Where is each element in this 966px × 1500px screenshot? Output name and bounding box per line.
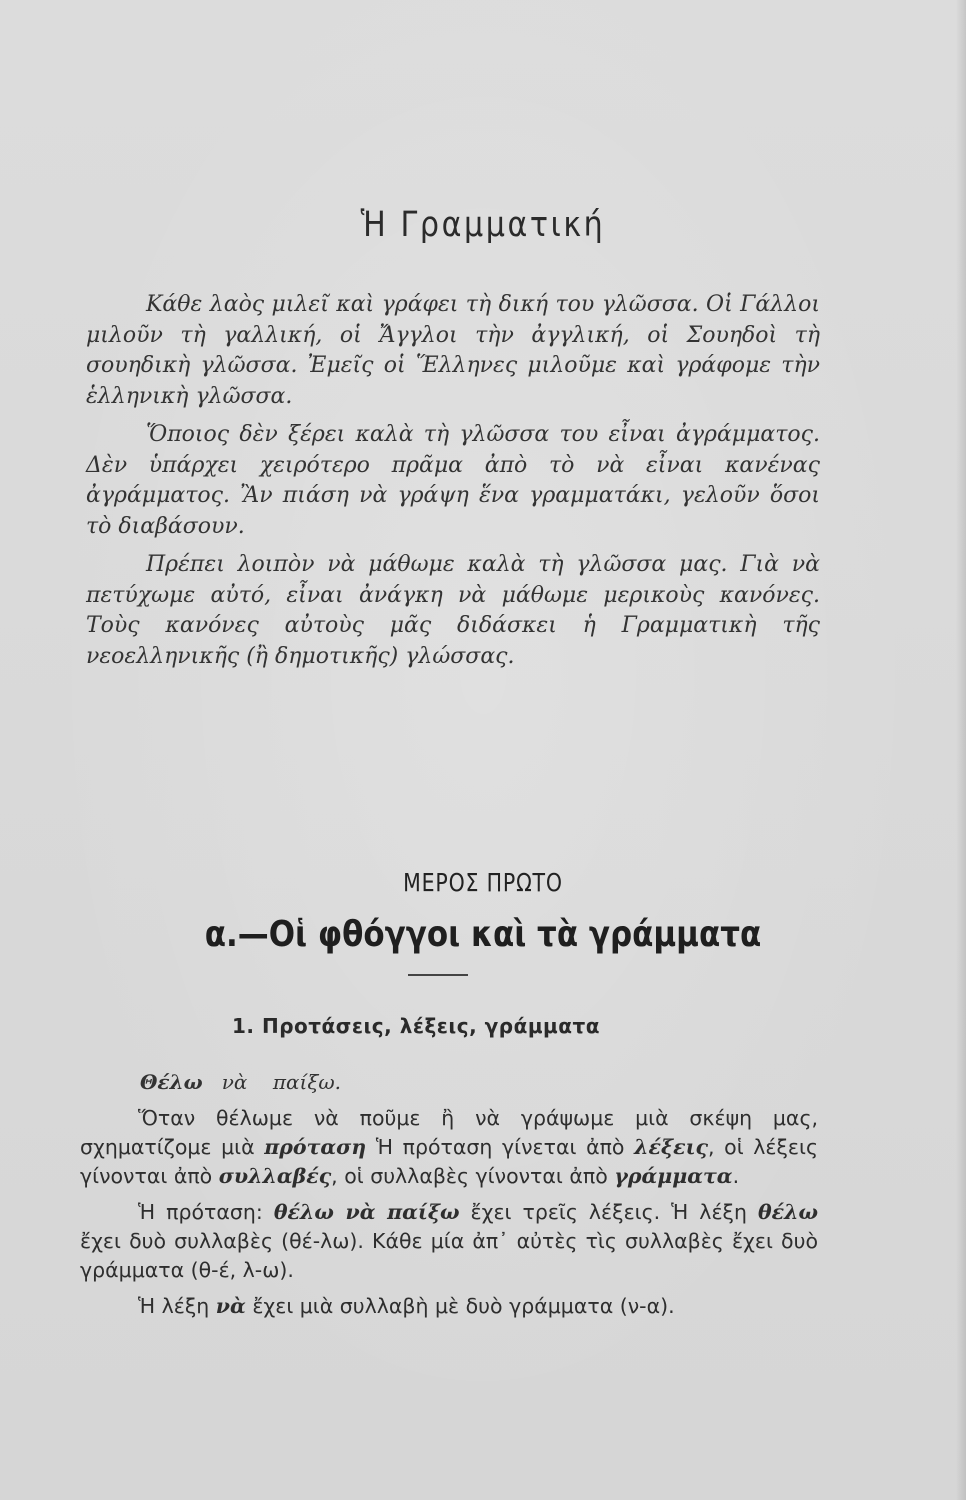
chapter-heading: α.—Οἱ φθόγγοι καὶ τὰ γράμματα (204, 914, 762, 955)
intro-text (86, 290, 820, 680)
term-lexeis: λέξεις (634, 1135, 708, 1159)
example-phrase: θέλω νὰ παίξω (273, 1200, 460, 1224)
text-run: Ἡ πρόταση: (138, 1200, 274, 1224)
chapter-divider (408, 974, 468, 976)
part-heading: ΜΕΡΟΣ ΠΡΩΤΟ (403, 868, 563, 897)
text-run: . (732, 1164, 740, 1188)
text-run: Ἡ πρόταση γίνεται ἀπὸ (366, 1135, 635, 1159)
intro-paragraph-1: Κάθε λαὸς μιλεῖ καὶ γράφει τὴ δική του γλῶσσα. Οἱ Γάλλοι μιλοῦν τὴ γαλλική, οἱ Ἄγγλοι τὴν ἀγγλική, οἱ Σουηδοὶ τὴ σουηδικὴ γλῶσσα. Ἐμεῖς οἱ Ἕλληνες μιλοῦμε καὶ γράφομε τὴν ἑλληνικὴ γλῶσσα. (86, 292, 820, 409)
text-run: Ὅταν θέλωμε νὰ ποῦμε ἢ νὰ γράψωμε μιὰ σκέψη μας, σχηματίζομε μιὰ (80, 1106, 818, 1159)
body-paragraph-1 (80, 1104, 818, 1191)
example-word-3: παίξω. (272, 1070, 342, 1094)
intro-paragraph-2: Ὅποιος δὲν ξέρει καλὰ τὴ γλῶσσα του εἶναι ἀγράμματος. Δὲν ὑπάρχει χειρότερο πρᾶμα ἀπὸ τὸ νὰ εἶναι κανένας ἀγράμματος. Ἂν πιάση νὰ γράψη ἕνα γραμματάκι, γελοῦν ὅσοι τὸ διαβάσουν. (86, 422, 820, 539)
body-paragraph-2 (80, 1198, 818, 1285)
intro-paragraph-3: Πρέπει λοιπὸν νὰ μάθωμε καλὰ τὴ γλῶσσα μας. Γιὰ νὰ πετύχωμε αὐτό, εἶναι ἀνάγκη νὰ μάθωμε μερικοὺς κανόνες. Τοὺς κανόνες αὐτοὺς μᾶς διδάσκει ἡ Γραμματικὴ τῆς νεοελληνικῆς (ἢ δημοτικῆς) γλώσσας. (86, 552, 820, 669)
section-heading: 1. Προτάσεις, λέξεις, γράμματα (232, 1014, 600, 1038)
text-run: Ἡ λέξη (138, 1294, 216, 1318)
example-word-1: Θέλω (140, 1070, 203, 1094)
term-syllaves: συλλαβές (218, 1164, 332, 1188)
example-word-2: νὰ (221, 1070, 248, 1094)
example-word-thelo: θέλω (757, 1200, 818, 1224)
text-run: ἔχει μιὰ συλλαβὴ μὲ δυὸ γράμματα (ν-α). (245, 1294, 675, 1318)
text-run: ἔχει δυὸ συλλαβὲς (θέ-λω). Κάθε μία ἀπ᾽ αὐτὲς τὶς συλλαβὲς ἔχει δυὸ γράμματα (θ-έ, λ-ω). (80, 1229, 818, 1282)
term-grammata: γράμματα (614, 1164, 733, 1188)
text-run: , οἱ συλλαβὲς γίνονται ἀπὸ (331, 1164, 615, 1188)
body-paragraph-3 (80, 1292, 818, 1321)
example-word-na: νὰ (215, 1294, 246, 1318)
text-run: , οἱ λέξεις γίνονται ἀπὸ (80, 1135, 818, 1188)
page-edge-shadow (956, 0, 966, 1500)
page-title: Ἡ Γραμματική (360, 205, 606, 245)
text-run: ἔχει τρεῖς λέξεις. Ἡ λέξη (459, 1200, 758, 1224)
example-sentence (140, 1070, 341, 1094)
body-text (80, 1104, 818, 1328)
term-protasi: πρόταση (264, 1135, 367, 1159)
